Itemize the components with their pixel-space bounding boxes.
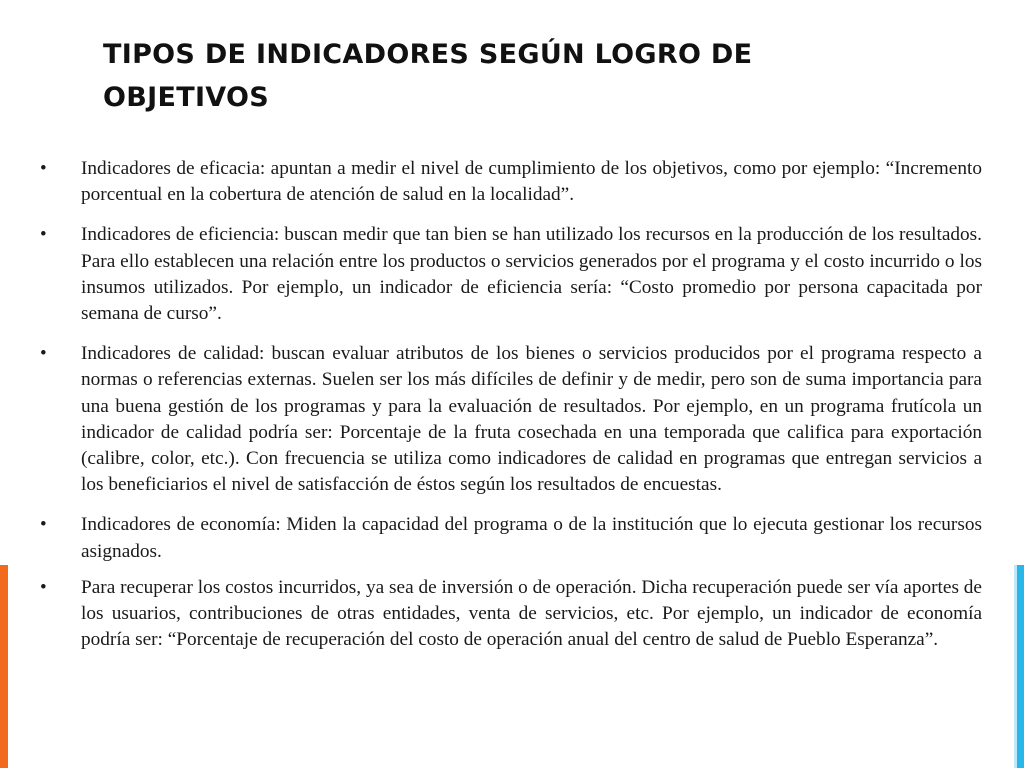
bullet-dot-icon: • <box>40 514 47 536</box>
bullet-eficacia <box>40 156 982 208</box>
bullet-dot-icon: • <box>40 343 47 365</box>
bullet-text: Indicadores de economía: Miden la capacidad del programa o de la institución que lo ejecuta gestionar los recursos asignados. <box>81 514 982 562</box>
bullet-text: Indicadores de eficacia: apuntan a medir el nivel de cumplimiento de los objetivos, como por ejemplo: “Incremento porcentual en la cobertura de atención de salud en la localidad”. <box>81 158 982 206</box>
bullet-recuperacion <box>40 575 982 654</box>
right-accent-bar <box>1014 565 1024 768</box>
bullet-dot-icon: • <box>40 224 47 246</box>
bullet-economia <box>40 512 982 564</box>
bullet-dot-icon: • <box>40 158 47 179</box>
bullet-text: Para recuperar los costos incurridos, ya sea de inversión o de operación. Dicha recuperación puede ser vía aportes de los usuarios, contribuciones de otras entidades, venta de servicios, etc. Por ejemplo, un indicador de economía podría ser: “Porcentaje de recuperación del costo de operación anual del centro de salud de Pueblo Esperanza”. <box>81 576 982 651</box>
slide-title: TIPOS DE INDICADORES SEGÚN LOGRO DE OBJETIVOS <box>103 39 753 113</box>
left-accent-bar <box>0 565 8 768</box>
bullet-dot-icon: • <box>40 576 47 598</box>
bullet-text: Indicadores de calidad: buscan evaluar atributos de los bienes o servicios producidos por el programa respecto a normas o referencias externas. Suelen ser los más difíciles de definir y de medir, pero son de suma importancia para una buena gestión de los programas y para la evaluación de resultados. Por ejemplo, en un programa frutícola un indicador de calidad podría ser: Porcentaje de la fruta cosechada en una temporada que califica para exportación (calibre, color, etc.). Con frecuencia se utiliza como indicadores de calidad en programas que entregan servicios a los beneficiarios el nivel de satisfacción de éstos según los resultados de encuestas. <box>81 343 982 496</box>
bullet-eficiencia <box>40 222 982 327</box>
document-excerpt <box>40 156 982 667</box>
bullet-text: Indicadores de eficiencia: buscan medir que tan bien se han utilizado los recursos en la producción de los resultados. Para ello establecen una relación entre los productos o servicios generados por el programa y el costo incurrido o los insumos utilizados. Por ejemplo, un indicador de eficiencia sería: “Costo promedio por persona capacitada por semana de curso”. <box>81 224 982 325</box>
bullet-calidad <box>40 341 982 498</box>
